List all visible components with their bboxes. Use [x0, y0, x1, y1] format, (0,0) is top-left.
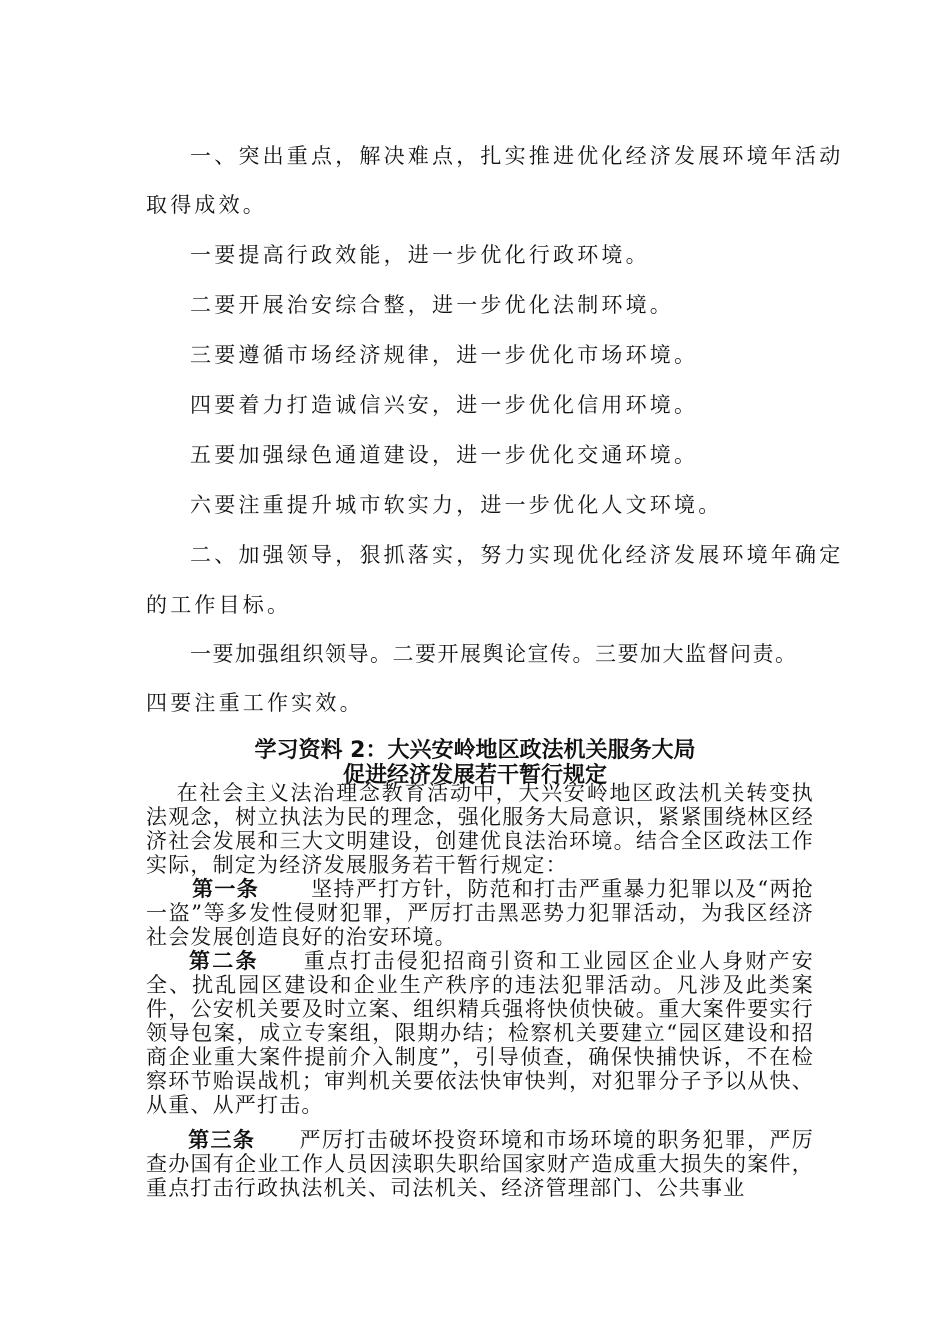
- article-1-text: 坚持严打方针，防范和打击严重暴力犯罪以及“两抢一盗”等多发性侵财犯罪，严厉打击黑恶势力犯罪活动，为我区经济社会发展创造良好的治安环境。: [146, 877, 814, 949]
- section1-item-5: 五要加强绿色通道建设，进一步优化交通环境。: [190, 443, 699, 467]
- section1-heading-line2: 取得成效。: [146, 193, 267, 217]
- article-3: [146, 1128, 814, 1200]
- section1-heading-line1: 一、突出重点，解决难点，扎实推进优化经济发展环境年活动: [190, 144, 844, 168]
- section1-item-2: 二要开展治安综合整，进一步优化法制环境。: [190, 293, 674, 317]
- material-intro-text: 在社会主义法治理念教育活动中，大兴安岭地区政法机关转变执法观念，树立执法为民的理念，强化服务大局意识，紧紧围绕林区经济社会发展和三大文明建设，创建优良法治环境。结合全区政法工作实际，制定为经济发展服务若干暂行规定：: [146, 781, 814, 877]
- material-title-line2: 促进经济发展若干暂行规定: [342, 763, 607, 788]
- section2-items-line2: 四要注重工作实效。: [146, 691, 364, 715]
- material-title-line1: 学习资料 2：大兴安岭地区政法机关服务大局: [254, 738, 696, 763]
- section2-items-line1: 一要加强组织领导。二要开展舆论宣传。三要加大监督问责。: [190, 642, 798, 666]
- material-intro: [146, 781, 814, 877]
- article-2-text: 重点打击侵犯招商引资和工业园区企业人身财产安全、扰乱园区建设和企业生产秩序的违法犯罪活动。凡涉及此类案件，公安机关要及时立案、组织精兵强将快侦快破。重大案件要实行领导包案，成立专案组，限期办结；检察机关要建立“园区建设和招商企业重大案件提前介入制度”，引导侦查，确保快捕快诉，不在检察环节贻误战机；审判机关要依法快审快判，对犯罪分子予以从快、从重、从严打击。: [146, 949, 814, 1117]
- article-3-label: 第三条: [188, 1128, 256, 1152]
- section2-heading-line2: 的工作目标。: [146, 593, 292, 617]
- article-3-text: 严厉打击破坏投资环境和市场环境的职务犯罪，严厉查办国有企业工作人员因渎职失职给国家财产造成重大损失的案件，重点打击行政执法机关、司法机关、经济管理部门、公共事业: [146, 1128, 814, 1200]
- section2-heading-line1: 二、加强领导，狠抓落实，努力实现优化经济发展环境年确定: [190, 543, 844, 567]
- section1-item-3: 三要遵循市场经济规律，进一步优化市场环境。: [190, 343, 699, 367]
- section1-item-4: 四要着力打造诚信兴安，进一步优化信用环境。: [190, 393, 699, 417]
- article-2: [146, 949, 814, 1117]
- article-2-label: 第二条: [188, 949, 259, 973]
- section1-item-6: 六要注重提升城市软实力，进一步优化人文环境。: [190, 493, 723, 517]
- section1-item-1: 一要提高行政效能，进一步优化行政环境。: [190, 243, 650, 267]
- article-1-label: 第一条: [192, 877, 260, 901]
- article-1: [146, 877, 814, 949]
